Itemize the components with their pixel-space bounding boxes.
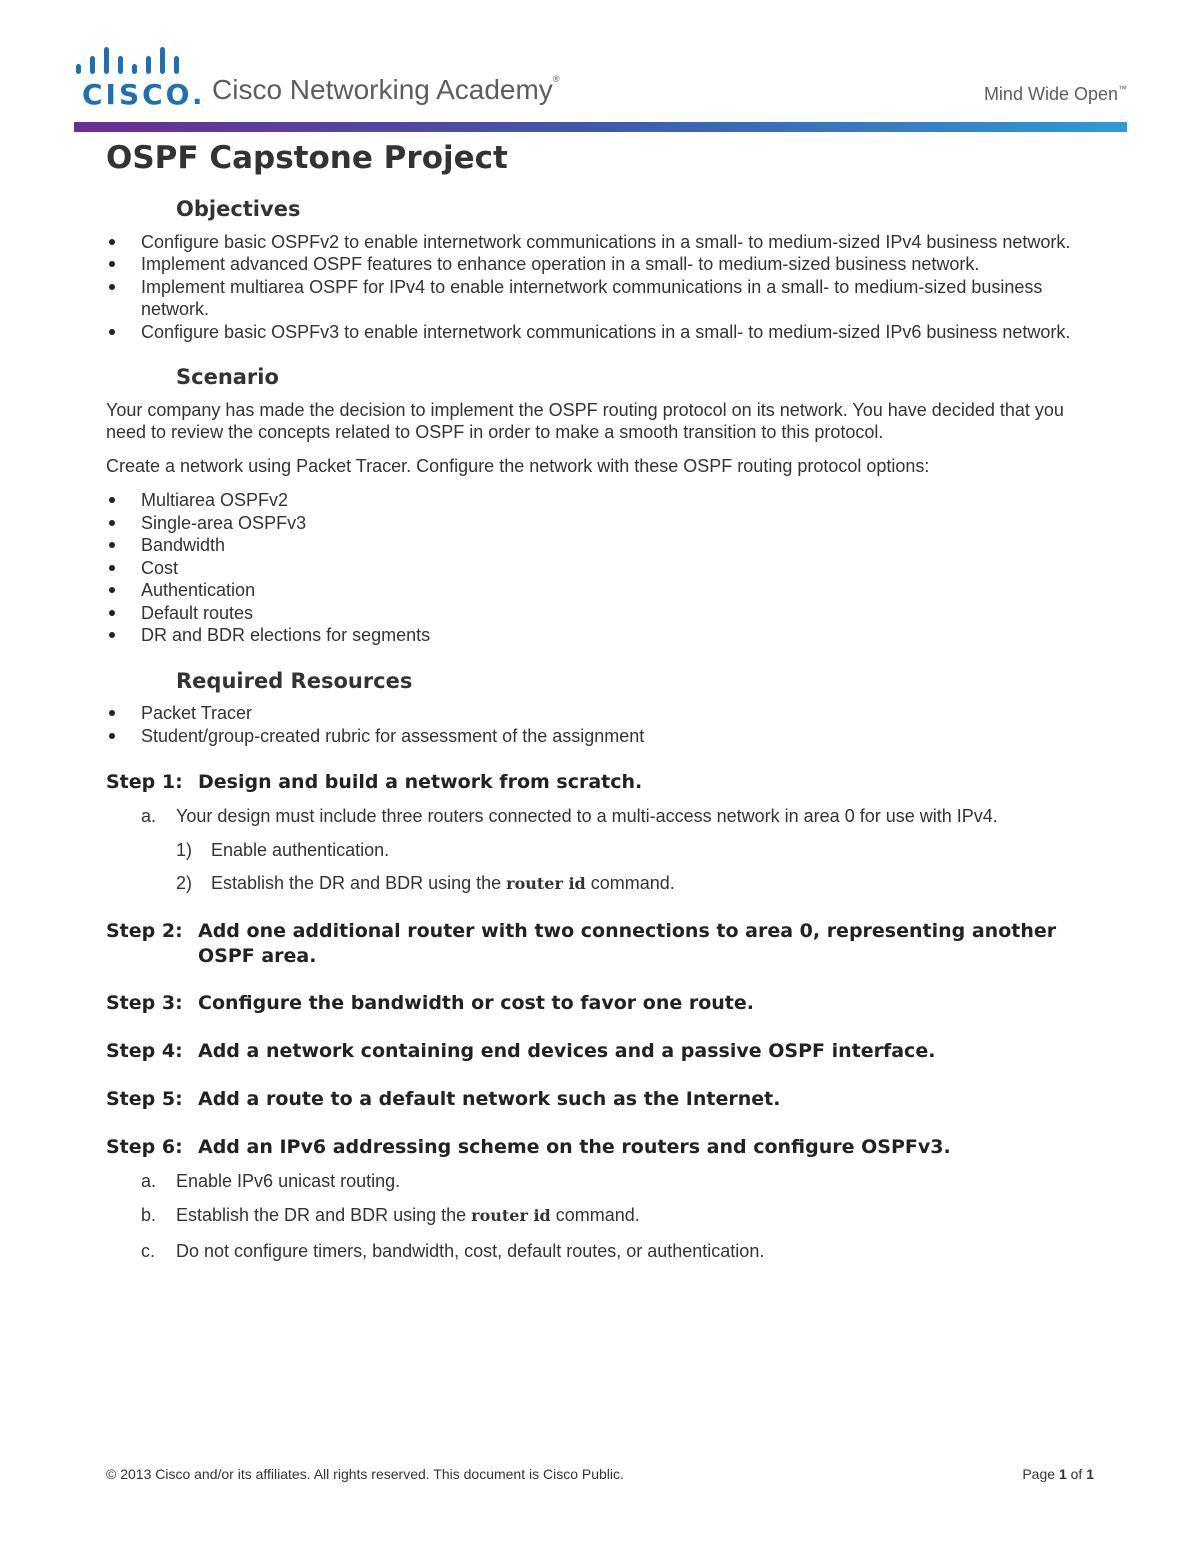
step-title: Design and build a network from scratch. [198,771,643,793]
router-id-code: router id [506,874,586,893]
step-6-item-c: c. Do not configure timers, bandwidth, cost, default routes, or authentication. [141,1240,765,1261]
step-1-item-a: a. Your design must include three routers connected to a multi-access network in area 0 for use with IPv4. [141,806,998,826]
list-item: Cost [106,557,1086,580]
list-item: Implement multiarea OSPF for IPv4 to enable internetwork communications in a small- to medium-sized business network. [106,276,1086,321]
step-6-item-a: a. Enable IPv6 unicast routing. [141,1170,401,1191]
list-item: Single-area OSPFv3 [106,512,1086,535]
step-number: Step 1: [106,771,183,793]
list-item: DR and BDR elections for segments [106,624,1086,647]
page-title: OSPF Capstone Project [106,140,508,176]
header-gradient-rule [74,122,1127,132]
list-item: Configure basic OSPFv2 to enable internetwork communications in a small- to medium-sized IPv4 business network. [106,231,1086,254]
step-number: Step 5: [106,1087,183,1110]
list-item: Student/group-created rubric for assessment of the assignment [106,725,1086,748]
step-6-item-b: b. Establish the DR and BDR using the router id command. [141,1205,640,1225]
academy-name: Cisco Networking Academy® [212,74,560,105]
step-title: Add an IPv6 addressing scheme on the routers and configure OSPFv3. [198,1135,951,1158]
options-list [106,489,1086,647]
step-number: Step 6: [106,1135,183,1158]
page-number: Page 1 of 1 [1022,1466,1094,1482]
step-5-heading [106,1087,1086,1112]
document-body [106,198,1086,1262]
list-item: Implement advanced OSPF features to enhance operation in a small- to medium-sized business network. [106,253,1086,276]
step-1-item-a2: 2) Establish the DR and BDR using the router id command. [176,873,675,893]
step-number: Step 4: [106,1039,183,1062]
step-number: Step 3: [106,991,183,1014]
resources-heading: Required Resources [176,668,413,693]
step-title: Add a network containing end devices and a passive OSPF interface. [198,1039,936,1062]
resources-list [106,702,1086,747]
step-2-heading [106,919,1086,969]
list-item: Bandwidth [106,534,1086,557]
step-title: Configure the bandwidth or cost to favor one route. [198,991,754,1014]
step-title: Add a route to a default network such as the Internet. [198,1087,781,1110]
scenario-heading: Scenario [176,365,279,389]
list-item: Packet Tracer [106,702,1086,725]
scenario-paragraph: Create a network using Packet Tracer. Configure the network with these OSPF routing protocol options: [106,455,930,476]
cisco-wordmark: CISCO. [82,78,206,111]
objectives-heading: Objectives [176,197,301,221]
step-3-heading [106,991,1086,1016]
page-header [74,40,1127,136]
step-title: Add one additional router with two connections to area 0, representing another OSPF area. [198,919,1057,967]
router-id-code: router id [471,1206,551,1225]
list-item: Multiarea OSPFv2 [106,489,1086,512]
scenario-paragraph: Your company has made the decision to implement the OSPF routing protocol on its network. You have decided that you need to review the concepts related to OSPF in order to make a smooth transition to this protocol. [106,399,1064,442]
list-item: Authentication [106,579,1086,602]
cisco-logo [74,40,206,111]
objectives-list [106,231,1086,344]
step-4-heading [106,1039,1086,1064]
step-number: Step 2: [106,919,183,942]
step-1-item-a1: 1) Enable authentication. [176,839,390,860]
list-item: Configure basic OSPFv3 to enable internetwork communications in a small- to medium-sized IPv6 business network. [106,321,1086,344]
cisco-bridge-bars-icon [74,46,180,74]
step-1-heading [106,770,1086,795]
copyright-notice: © 2013 Cisco and/or its affiliates. All rights reserved. This document is Cisco Public. [106,1466,624,1482]
step-6-heading [106,1135,1086,1160]
tagline: Mind Wide Open™ [983,84,1127,104]
list-item: Default routes [106,602,1086,625]
